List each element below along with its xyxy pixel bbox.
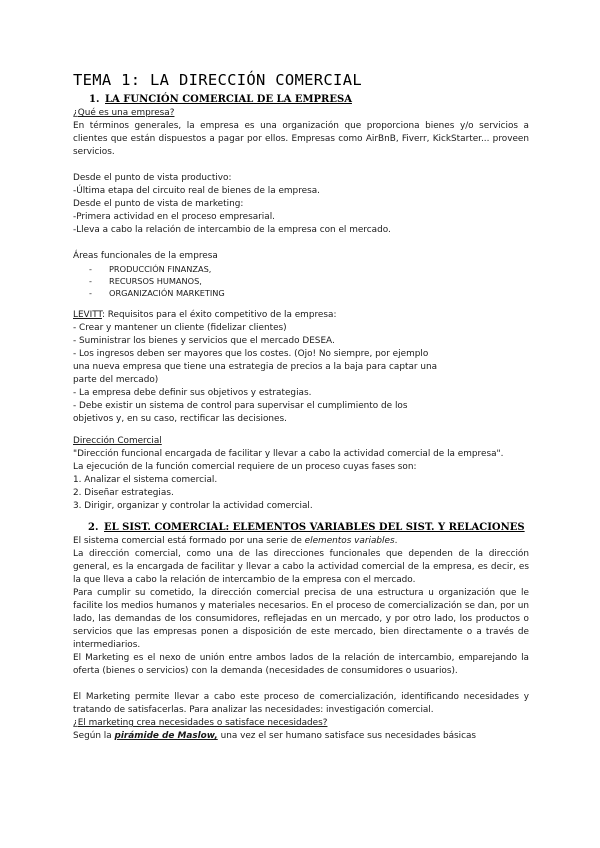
productive-item: -Última etapa del circuito real de bienes de la empresa. — [73, 186, 320, 196]
company-definition: En términos generales, la empresa es una organización que proporciona bienes y/o servicios a clientes que están dispuestos a pagar por ellos. Empresas como AirBnB, Fiverr, KickStarter... proveen servicios. — [73, 121, 529, 157]
areas-title: Áreas funcionales de la empresa — [73, 251, 218, 261]
paragraph: El Marketing permite llevar a cabo este proceso de comercialización, identificando necesidades y tratando de satisfacerlas. Para analizar las necesidades: investigación comercial. — [73, 692, 529, 715]
paragraph: Para cumplir su cometido, la dirección comercial precisa de una estructura u organización que le facilite los medios humanos y materiales necesarios. En el proceso de comercialización se dan, por un lado, las demandas de los consumidores, reflejadas en un mercado, y por otro lado, los productos o servicios que las empresas ponen a disposición de este mercado, bien directamente o a través de intermediarios. — [73, 588, 529, 650]
direccion-intro: La ejecución de la función comercial requiere de un proceso cuyas fases son: — [73, 462, 417, 472]
levitt-line: una nueva empresa que tiene una estrategia de precios a la baja para captar una — [73, 362, 438, 372]
maslow-term: pirámide de Maslow, — [114, 731, 218, 741]
paragraph: La dirección comercial, como una de las direcciones funcionales que dependen de la dirección general, es la encargada de facilitar y llevar a cabo la actividad comercial de la empresa, es decir, es la que lleva a cabo la relación de intercambio de la empresa con el mercado. — [73, 549, 529, 585]
system-intro: El sistema comercial está formado por una serie de elementos variables. — [73, 536, 398, 546]
section-2-number: 2. — [88, 522, 99, 533]
levitt-line: parte del mercado) — [73, 375, 159, 385]
paragraph: El Marketing es el nexo de unión entre ambos lados de la relación de intercambio, emparejando la oferta (bienes o servicios) con la demanda (necesidades de consumidores o usuarios). — [73, 653, 529, 676]
levitt-line: - La empresa debe definir sus objetivos y estrategias. — [73, 388, 312, 398]
levitt-text: : Requisitos para el éxito competitivo de la empresa: — [101, 310, 337, 320]
marketing-question: ¿El marketing crea necesidades o satisface necesidades? — [73, 718, 328, 728]
direccion-phase: 2. Diseñar estrategias. — [73, 488, 174, 498]
levitt-line: - Los ingresos deben ser mayores que los costes. (Ojo! No siempre, por ejemplo — [73, 349, 429, 359]
marketing-item: -Primera actividad en el proceso empresarial. — [73, 212, 275, 222]
document-page — [73, 70, 529, 743]
levitt-line: objetivos y, en su caso, rectificar las decisiones. — [73, 414, 287, 424]
productive-title: Desde el punto de vista productivo: — [73, 173, 232, 183]
list-item: - PRODUCCIÓN FINANZAS, — [89, 264, 212, 274]
section-2-heading — [73, 521, 529, 535]
variable-elements-term: elementos variables — [304, 536, 395, 546]
levitt-heading — [73, 309, 529, 322]
section-1-title: LA FUNCIÓN COMERCIAL DE LA EMPRESA — [105, 94, 352, 105]
marketing-item: -Lleva a cabo la relación de intercambio de la empresa con el mercado. — [73, 225, 391, 235]
marketing-title: Desde el punto de vista de marketing: — [73, 199, 244, 209]
section-1-number: 1. — [89, 94, 100, 105]
maslow-line: Según la pirámide de Maslow, una vez el ser humano satisface sus necesidades básicas — [73, 731, 477, 741]
levitt-line: - Suministrar los bienes y servicios que el mercado DESEA. — [73, 336, 335, 346]
direccion-phase: 1. Analizar el sistema comercial. — [73, 475, 218, 485]
levitt-line: - Debe existir un sistema de control para supervisar el cumplimiento de los — [73, 401, 408, 411]
company-question: ¿Qué es una empresa? — [73, 108, 175, 118]
list-item: - ORGANIZACIÓN MARKETING — [89, 288, 225, 298]
list-item: - RECURSOS HUMANOS, — [89, 276, 202, 286]
direccion-phase: 3. Dirigir, organizar y controlar la actividad comercial. — [73, 501, 313, 511]
page-title: TEMA 1: LA DIRECCIÓN COMERCIAL — [73, 71, 362, 89]
areas-list — [73, 263, 529, 299]
direccion-title: Dirección Comercial — [73, 436, 162, 446]
levitt-label: LEVITT — [73, 310, 102, 320]
levitt-line: - Crear y mantener un cliente (fidelizar clientes) — [73, 323, 287, 333]
section-1-heading — [73, 93, 529, 107]
section-2-title: EL SIST. COMERCIAL: ELEMENTOS VARIABLES DEL SIST. Y RELACIONES — [104, 522, 525, 533]
direccion-quote: "Dirección funcional encargada de facilitar y llevar a cabo la actividad comercial de la empresa". — [73, 449, 504, 459]
